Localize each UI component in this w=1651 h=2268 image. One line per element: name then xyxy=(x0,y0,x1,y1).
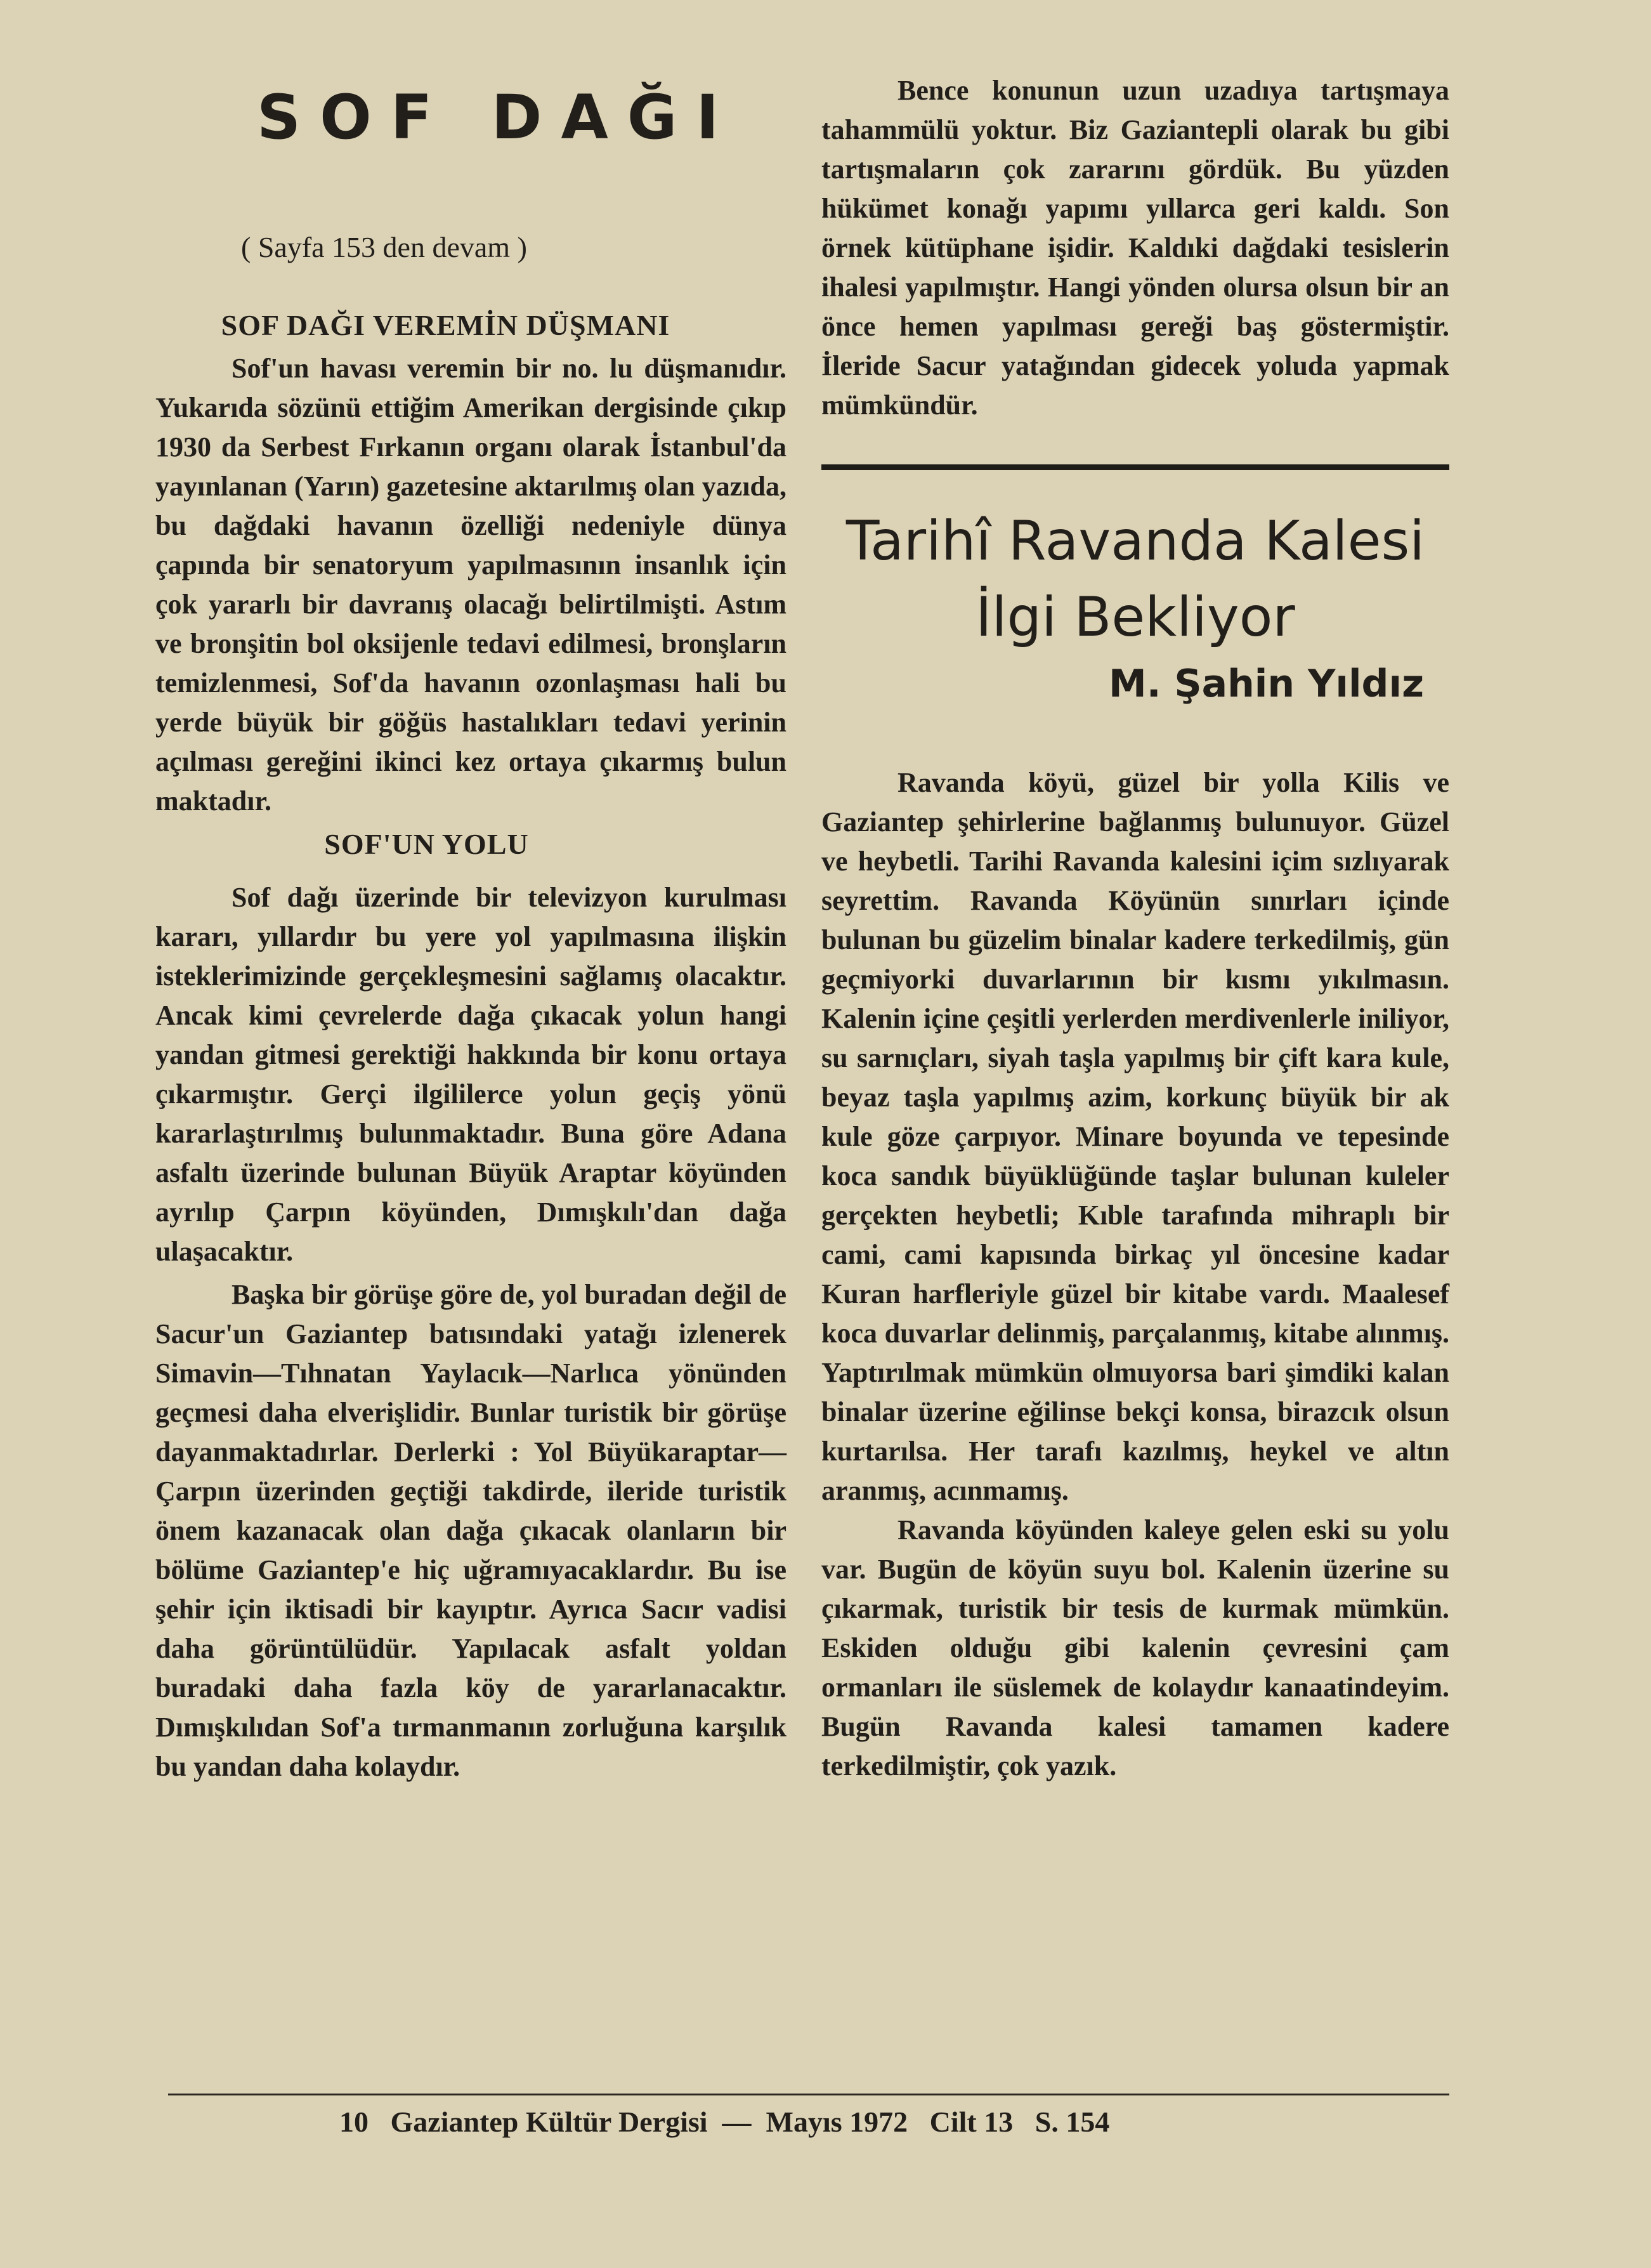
journal-name: Gaziantep Kültür Dergisi xyxy=(390,2106,708,2138)
page-title: SOF DAĞI xyxy=(257,82,738,153)
continued-note: ( Sayfa 153 den devam ) xyxy=(241,231,527,263)
section-heading-1: SOF DAĞI VEREMİN DÜŞMANI xyxy=(221,309,670,341)
article-paragraph-2: Ravanda köyünden kaleye gelen eski su yolu var. Bugün de köyün suyu bol. Kalenin üzerine su çıkarmak, turistik bir tesis de kurmak mümkün. Eskiden olduğu gibi kalenin çevresini çam ormanları ile süslemek de kolaydır kanaatindeyim. Bugün Ravanda kalesi tamamen kadere terkedilmiştir, çok yazık. xyxy=(821,1514,1449,1781)
issue-number: S. 154 xyxy=(1034,2106,1110,2138)
article-body xyxy=(821,763,1449,1786)
article-divider xyxy=(821,464,1449,470)
section-heading-2: SOF'UN YOLU xyxy=(324,828,529,860)
article-title-line-2: İlgi Bekliyor xyxy=(976,586,1295,649)
page-number: 10 xyxy=(339,2106,369,2138)
section-1-paragraph: Sof'un havası veremin bir no. lu düşmanıdır. Yukarıda sözünü ettiğim Amerikan dergisinde çıkıp 1930 da Serbest Fırkanın organı olarak İstanbul'da yayınlanan (Yarın) gazetesine aktarılmış olan yazıda, bu dağdaki havanın özelliği nedeniyle dünya çapında bir senatoryum yapılmasının insanlık için çok yararlı bir davranış olacağı belirtilmişti. Astım ve bronşitin bol oksijenle tedavi edilmesi, bronşların temizlenmesi, Sof'da havanın ozonlaşması hali bu yerde büyük bir göğüs hastalıkları tedavi yerinin açılması gereğini ikinci kez ortaya çıkarmış bulun maktadır. xyxy=(155,353,786,816)
article-title-line-1: Tarihî Ravanda Kalesi xyxy=(845,509,1425,573)
issue-date: Mayıs 1972 xyxy=(766,2106,908,2138)
footer-rule-right xyxy=(634,2094,1449,2095)
footer-separator: — xyxy=(722,2106,752,2138)
continuation-paragraph: Bence konunun uzun uzadıya tartışmaya tahammülü yoktur. Biz Gaziantepli olarak bu gibi tartışmaların çok zararını gördük. Bu yüzden hükümet konağı yapımı yıllarca geri kaldı. Son örnek kütüphane işidir. Kaldıki dağdaki tesislerin ihalesi yapılmıştır. Hangi yönden olursa olsun bir an önce hemen yapılması gereği baş göstermiştir. İleride Sacur yatağından gidecek yoluda yapmak mümkündür. xyxy=(821,75,1449,421)
article-paragraph-1: Ravanda köyü, güzel bir yolla Kilis ve Gaziantep şehirlerine bağlanmış bulunuyor. Güzel ve heybetli. Tarihi Ravanda kalesini içim sızlıyarak seyrettim. Ravanda Köyünün sınırları içinde bulunan bu güzelim binalar kadere terkedilmiş, gün geçmiyorki duvarlarının bir kısmı yıkılmasın. Kalenin içine çeşitli yerlerden merdivenlerle iniliyor, su sarnıçları, siyah taşla yapılmış bir çift kara kule, beyaz taşla yapılmış azim, korkunç büyük bir ak kule göze çarpıyor. Minare boyunda ve tepesinde koca sandık büyüklüğünde taşlar bulunan kuleler gerçekten heybetli; Kıble tarafında mihraplı bir cami, cami kapısında birkaç yıl öncesine kadar Kuran harfleriyle güzel bir kitabe vardı. Maalesef koca duvarlar delinmiş, parçalanmış, kitabe alınmış. Yaptırılmak mümkün olmuyorsa bari şimdiki kalan binalar üzerine eğilinse bekçi konsa, birazcık olsun kurtarılsa. Her tarafı kazılmış, heykel ve altın aranmış, acınmamış. xyxy=(821,767,1449,1506)
left-column xyxy=(155,76,786,1786)
section-2-paragraph-2: Başka bir görüşe göre de, yol buradan değil de Sacur'un Gaziantep batısındaki yatağı izlenerek Simavin—Tıhnatan Yaylacık—Narlıca yönünden geçmesi daha elverişlidir. Bunlar turistik bir görüşe dayanmaktadırlar. Derlerki : Yol Büyükaraptar—Çarpın üzerinden geçtiği takdirde, ileride turistik önem kazanacak olan dağa çıkacak olanların bir bölüme Gaziantep'e hiç uğramıyacaklardır. Bu ise şehir için iktisadi bir kayıptır. Ayrıca Sacır vadisi daha görüntülüdür. Yapılacak asfalt yoldan buradaki daha fazla köy de yararlanacaktır. Dımışkılıdan Sof'a tırmanmanın zorluğuna karşılık bu yandan daha kolaydır. xyxy=(155,1279,786,1782)
volume: Cilt 13 xyxy=(929,2106,1014,2138)
section-2-paragraph-1: Sof dağı üzerinde bir televizyon kurulması kararı, yıllardır bu yere yol yapılmasına ilişkin isteklerimizinde gerçekleşmesini sağlamış olacaktır. Ancak kimi çevrelerde dağa çıkacak yolun hangi yandan gitmesi gerektiği hakkında bir konu ortaya çıkarmıştır. Gerçi ilgililerce yolun geçiş yönü kararlaştırılmış bulunmaktadır. Buna göre Adana asfaltı üzerinde bulunan Büyük Araptar köyünden ayrılıp Çarpın köyünden, Dımışkılı'dan dağa ulaşacaktır. xyxy=(155,882,786,1267)
right-column xyxy=(821,71,1449,1786)
page-footer xyxy=(339,2100,1109,2144)
article-author: M. Şahin Yıldız xyxy=(1109,662,1424,706)
